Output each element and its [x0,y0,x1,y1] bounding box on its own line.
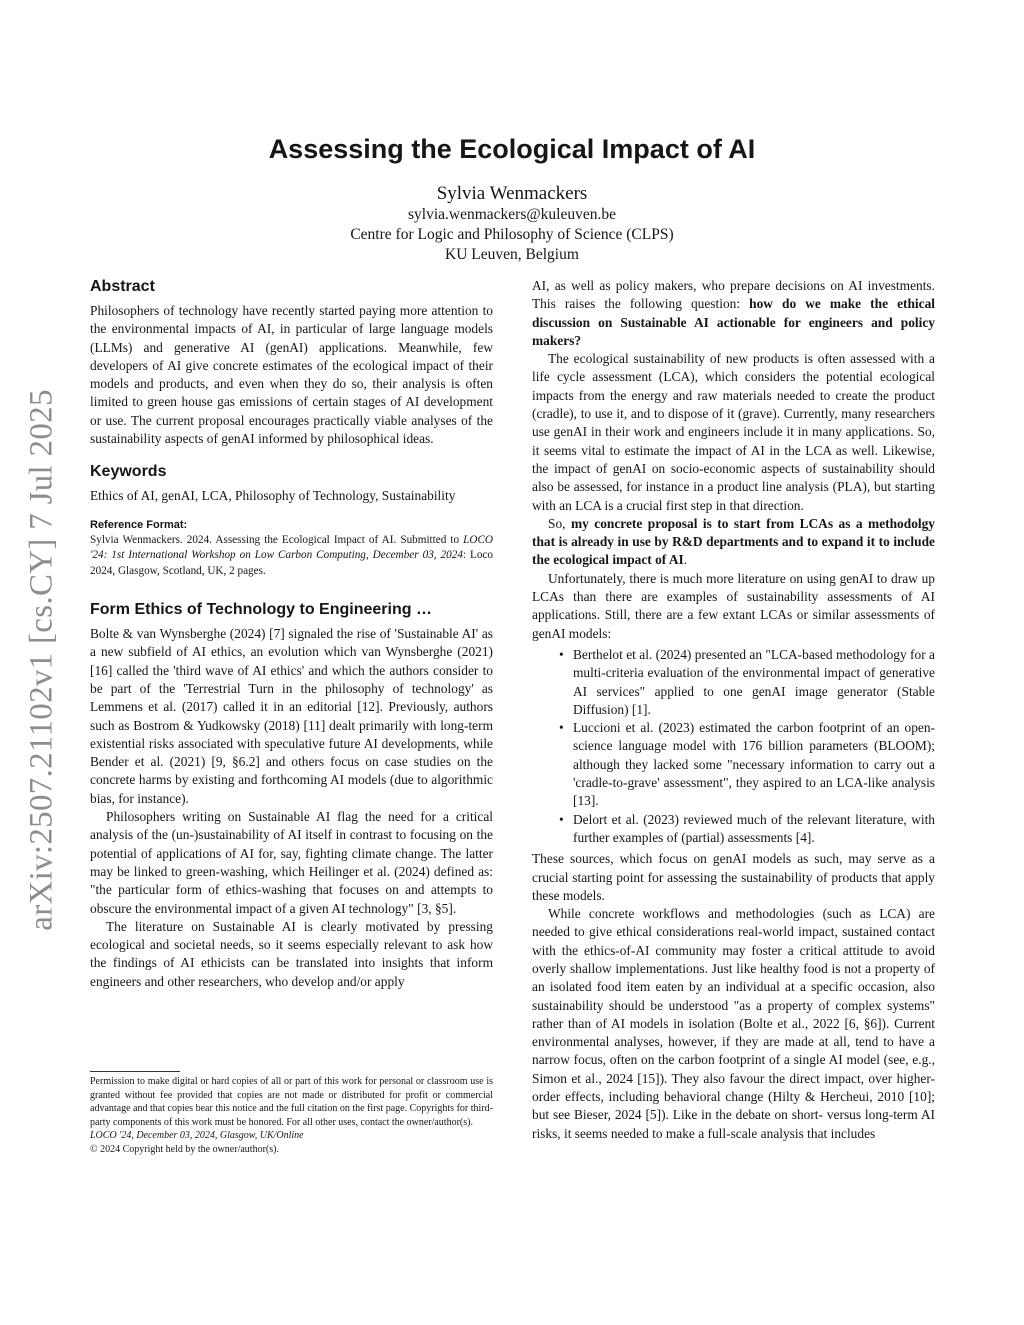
section-heading: Form Ethics of Technology to Engineering … [90,601,432,619]
list-item: • Berthelot et al. (2024) presented an "LCA-based methodology for a multi-criteria evaluation of the environmental impact of generative AI services" applied to one genAI image generator (Stable Diffusion) [1]. [573,646,935,719]
arxiv-stamp: arXiv:2507.21102v1 [cs.CY] 7 Jul 2025 [23,389,60,931]
section-paragraph: Philosophers writing on Sustainable AI flag the need for a critical analysis of the (un-)sustainability of AI itself in contrast to focusing on the potential of applications of AI for, say, fighting climate change. The latter may be linked to green-washing, which Heilinger et al. (2024) defined as: "the particular form of ethics-washing that focuses on and attempts to obscure the environmental impact of a given AI technology" [3, §5]. [90,809,493,916]
footnote-venue: LOCO '24, December 03, 2024, Glasgow, UK/Online [90,1130,304,1141]
footnote [90,1075,493,1156]
right-column [532,277,935,1143]
section-paragraph: Bolte & van Wynsberghe (2024) [7] signaled the rise of 'Sustainable AI' as a new subfield of AI ethics, an evolution which van Wynsberghe (2021) [16] called the 'third wave of AI ethics' and which the authors consider to be part of the 'Terrestrial Turn in the philosophy of technology' as Lemmens et al. (2017) called it in an editorial [12]. Previously, authors such as Bostrom & Yudkowsky (2018) [11] dealt primarily with long-term existential risks associated with speculative future AI developments, while Bender et al. (2021) [9, §6.2] and others focus on case studies on the concrete harms by existing and forthcoming AI models (due to algorithmic bias, for instance). [90,626,493,806]
body-paragraph: AI, as well as policy makers, who prepare decisions on AI investments. This raises the following question: how do we make the ethical discussion on Sustainable AI actionable for engineers and policy makers? [532,278,936,348]
body-paragraph: While concrete workflows and methodologies (such as LCA) are needed to give ethical considerations real-world impact, sustained contact with the ethics-of-AI community may foster a critical attitude to avoid overly shallow implementations. Just like healthy food is not a property of an isolated food item eaten by an individual at a specific occasion, also sustainability should be understood "as a property of complex systems" rather than of AI models in isolation (Bolte et al., 2022 [6, §6]). Current environmental analyses, however, if they are made at all, tend to have a narrow focus, often on the carbon footprint of a single AI model (see, e.g., Simon et al., 2024 [15]). They also favour the direct impact, over higher-order effects, including behavioral change (Hilty & Hercheui, 2010 [10]; but see Bieser, 2024 [5]). Like in the debate on short- versus long-term AI risks, it seems needed to make a full-scale analysis that includes [532,906,935,1141]
author-email[interactable]: sylvia.wenmackers@kuleuven.be [408,206,616,223]
body-paragraph: These sources, which focus on genAI models as such, may serve as a crucial starting point for assessing the sustainability of products that apply these models. [532,851,935,903]
paper-title: Assessing the Ecological Impact of AI [268,134,756,164]
body-paragraph: Unfortunately, there is much more literature on using genAI to draw up LCAs than there are examples of sustainability assessments of AI applications. Still, there are a few extant LCAs or similar assessments of genAI models: [532,570,935,641]
list-item: • Luccioni et al. (2023) estimated the carbon footprint of an open-science language model with 176 billion parameters (BLOOM); although they lacked some "necessary information to carry out a 'cradle-to-grave' assessment", they aspired to an LCA-like analysis [13]. [573,719,935,810]
author-location: KU Leuven, Belgium [445,246,579,263]
left-column [90,277,493,991]
keywords-heading: Keywords [90,463,167,481]
body-paragraph: So, my concrete proposal is to start from LCAs as a methodolgy that is already in use by R&D departments and to expand it to include the ecological impact of AI. [532,515,935,568]
reference-format-text: Sylvia Wenmackers. 2024. Assessing the Ecological Impact of AI. Submitted to LOCO '24: 1st International Workshop on Low Carbon Computing, December 03, 2024: Loco 2024, Glasgow, Scotland, UK, 2 pages. [90,533,493,578]
footnote-permission: Permission to make digital or hard copies of all or part of this work for personal or classroom use is granted without fee provided that copies are not made or distributed for profit or commercial advantage and that copies bear this notice and the full citation on the first page. Copyrights for third-party components of this work must be honored. For all other uses, contact the owner/author(s). [90,1076,493,1128]
footnote-copyright: © 2024 Copyright held by the owner/author(s). [90,1143,279,1155]
reference-format-label: Reference Format: [90,518,188,531]
keywords-text: Ethics of AI, genAI, LCA, Philosophy of Technology, Sustainability [90,488,456,504]
section-paragraph: The literature on Sustainable AI is clearly motivated by pressing ecological and societal needs, so it seems especially relevant to ask how the findings of AI ethicists can be translated into insights that inform engineers and other researchers, who develop and/or apply [90,918,493,989]
abstract-heading: Abstract [90,278,155,295]
list-item: • Delort et al. (2023) reviewed much of the relevant literature, with further examples of (partial) assessments [4]. [573,811,935,848]
author-institute: Centre for Logic and Philosophy of Science (CLPS) [350,226,674,243]
bullet-list [532,646,935,847]
footnote-rule [90,1071,180,1072]
author-name: Sylvia Wenmackers [436,183,588,204]
body-paragraph: The ecological sustainability of new products is often assessed with a life cycle assessment (LCA), which considers the potential ecological impacts from the energy and raw materials needed to create the product (cradle), to use it, and to dispose of it (grave). Currently, many researchers use genAI in their work and engineers include it in many applications. So, it seems vital to estimate the impact of AI in the LCA as well. Likewise, the impact of genAI on socio-economic aspects of sustainability should also be assessed, for instance in a product line analysis (PLA), but starting with an LCA is a crucial first step in that direction. [532,351,935,513]
abstract-text: Philosophers of technology have recently started paying more attention to the environmental impacts of AI, in particular of large language models (LLMs) and generative AI (genAI) applications. Meanwhile, few developers of AI give concrete estimates of the ecological impact of their models and products, and even when they do so, their analysis is often limited to green house gas emissions of certain stages of AI development or use. The current proposal encourages practically viable analyses of the sustainability aspects of genAI informed by philosophical ideas. [90,303,493,447]
